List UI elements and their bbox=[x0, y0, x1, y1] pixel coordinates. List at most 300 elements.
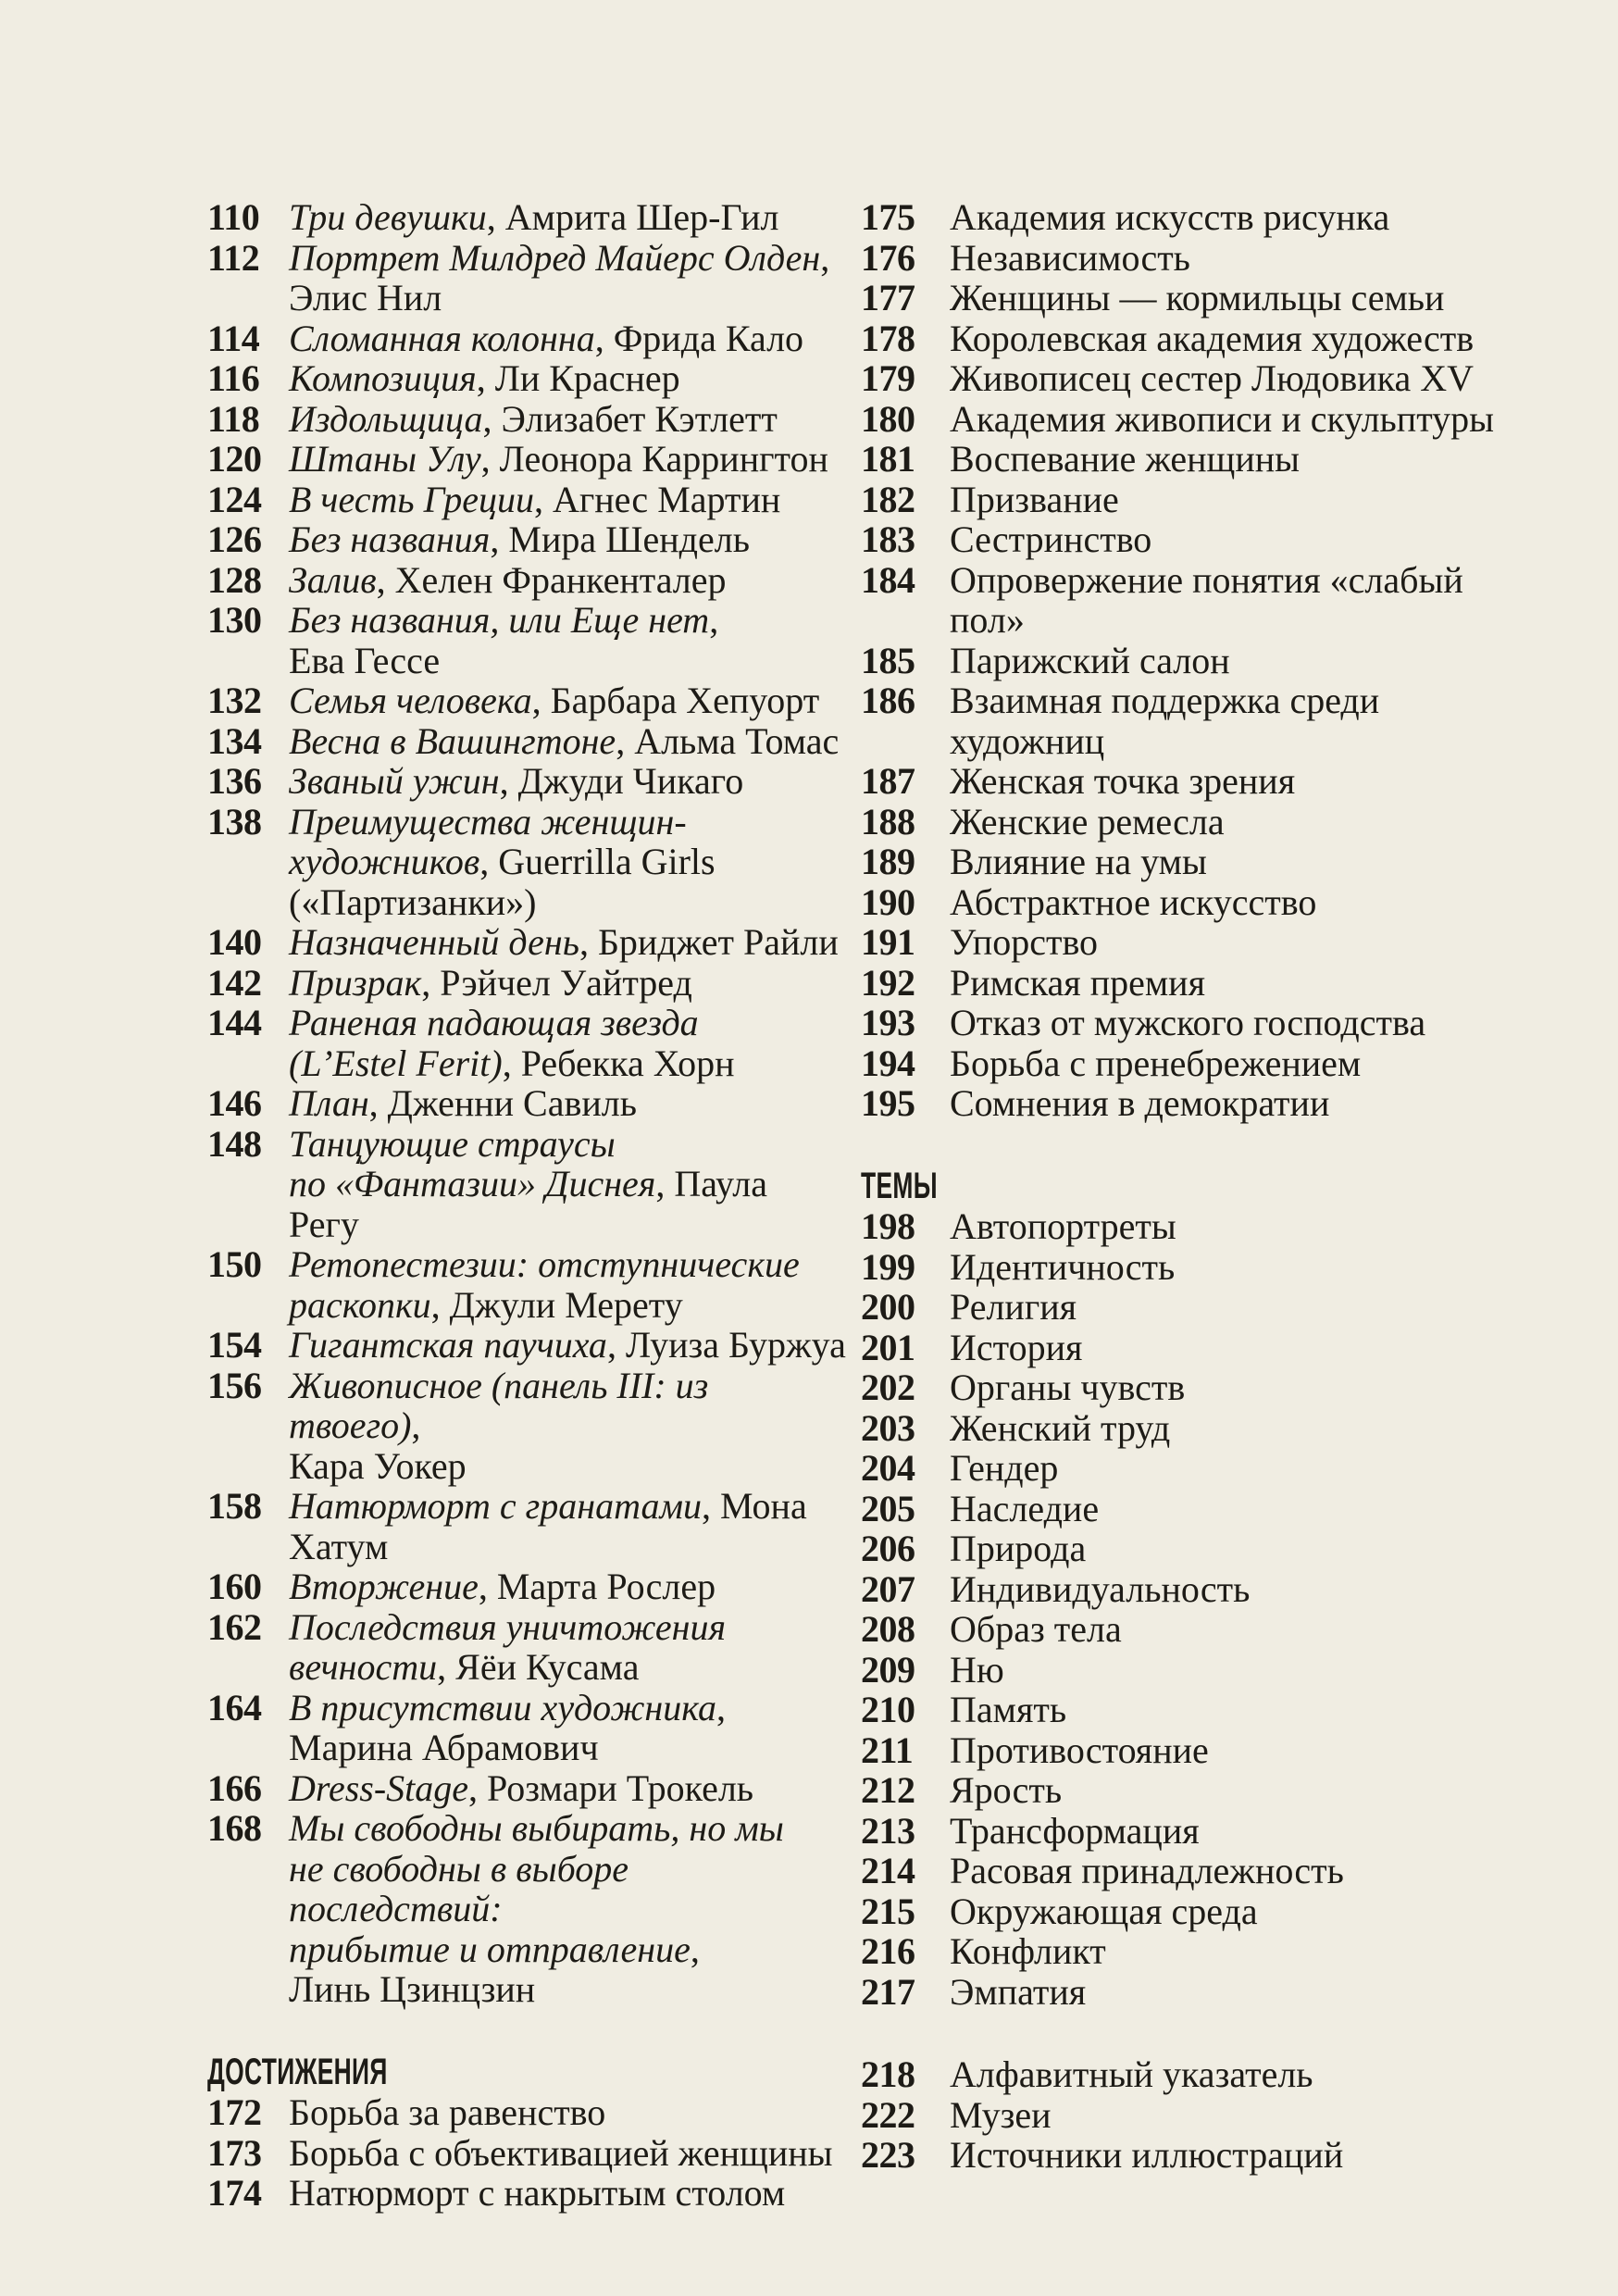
toc-entry bbox=[861, 1489, 1520, 1529]
toc-entry bbox=[861, 882, 1520, 923]
toc-entry bbox=[207, 963, 846, 1004]
entry-text-segment: , Дженни Савиль bbox=[368, 1082, 637, 1124]
work-title: не свободны в выборе последствий: bbox=[289, 1847, 629, 1929]
entry-text bbox=[950, 1770, 1520, 1811]
entry-text bbox=[950, 480, 1520, 520]
page-number: 148 bbox=[207, 1122, 262, 1165]
work-title: Последствия уничтожения bbox=[289, 1605, 727, 1648]
entry-text-segment: Воспевание женщины bbox=[950, 438, 1301, 480]
entry-text bbox=[289, 963, 846, 1004]
toc-entry bbox=[207, 1688, 846, 1768]
page-number: 198 bbox=[861, 1205, 915, 1247]
entry-text-segment: Индивидуальность bbox=[950, 1567, 1251, 1610]
page-number: 192 bbox=[861, 961, 915, 1004]
entry-text bbox=[289, 2092, 846, 2133]
entry-text bbox=[289, 1688, 846, 1768]
toc-entry bbox=[861, 399, 1520, 440]
page-number: 212 bbox=[861, 1769, 915, 1811]
entry-text bbox=[289, 519, 846, 560]
entry-text bbox=[289, 1325, 846, 1366]
entry-text bbox=[289, 1486, 846, 1566]
page-number: 185 bbox=[861, 639, 915, 681]
page-number: 218 bbox=[861, 2053, 915, 2095]
entry-text bbox=[950, 963, 1520, 1004]
toc-entry-group bbox=[207, 197, 846, 2010]
page-number: 184 bbox=[861, 558, 915, 601]
page-number: 156 bbox=[207, 1364, 262, 1406]
page-number: 200 bbox=[861, 1286, 915, 1328]
toc-entry bbox=[207, 1124, 846, 1245]
page-number: 166 bbox=[207, 1766, 262, 1809]
page-number: 138 bbox=[207, 800, 262, 842]
page-number: 160 bbox=[207, 1566, 262, 1607]
entry-text bbox=[289, 439, 846, 480]
work-title: Вторжение bbox=[289, 1566, 479, 1607]
toc-entry bbox=[207, 358, 846, 399]
work-title: Танцующие страусы bbox=[289, 1122, 616, 1165]
entry-text bbox=[950, 1569, 1520, 1610]
page-number: 126 bbox=[207, 518, 262, 560]
entry-text bbox=[289, 1003, 846, 1083]
work-title: Весна в Вашингтоне bbox=[289, 719, 616, 762]
entry-text bbox=[950, 1083, 1520, 1124]
entry-text bbox=[289, 2133, 846, 2174]
toc-entry bbox=[861, 1247, 1520, 1288]
entry-text bbox=[950, 680, 1520, 761]
toc-entry bbox=[861, 1569, 1520, 1610]
entry-text-segment: , Агнес Мартин bbox=[533, 478, 781, 520]
entry-text-segment: Академия живописи и скульптуры bbox=[950, 397, 1495, 440]
page-number: 178 bbox=[861, 317, 915, 359]
entry-text bbox=[950, 1408, 1520, 1449]
entry-text-segment: Природа bbox=[950, 1528, 1087, 1569]
entry-text-segment: , Мира Шендель bbox=[490, 518, 750, 560]
toc-entry bbox=[207, 1366, 846, 1487]
entry-text-segment: Источники иллюстраций bbox=[950, 2134, 1344, 2176]
entry-text bbox=[289, 1607, 846, 1688]
toc-entry bbox=[207, 560, 846, 601]
toc-entry bbox=[207, 439, 846, 480]
section-heading bbox=[207, 2053, 846, 2093]
toc-entry bbox=[861, 480, 1520, 520]
page-number: 132 bbox=[207, 680, 262, 721]
work-title: Гигантская паучиха bbox=[289, 1324, 607, 1366]
page-number: 118 bbox=[207, 397, 260, 440]
toc-entry bbox=[861, 1650, 1520, 1691]
entry-text-segment: Расовая принадлежность bbox=[950, 1850, 1344, 1891]
page-number: 190 bbox=[861, 880, 915, 923]
entry-text bbox=[289, 1244, 846, 1325]
entry-text-segment: , Амрита Шер-Гил bbox=[486, 196, 779, 238]
work-title: Сломанная колонна bbox=[289, 317, 595, 359]
work-title: Преимущества женщин- bbox=[289, 800, 687, 842]
page-number: 130 bbox=[207, 599, 262, 641]
work-title: Живописное (панель III: из твоего) bbox=[289, 1364, 709, 1446]
entry-text bbox=[950, 560, 1520, 641]
entry-text-segment: Борьба с пренебрежением bbox=[950, 1042, 1362, 1084]
entry-text-segment: , bbox=[411, 1404, 421, 1446]
toc-entry bbox=[207, 2133, 846, 2174]
page-number: 172 bbox=[207, 2091, 262, 2133]
entry-text bbox=[950, 1003, 1520, 1043]
entry-text-segment: Память bbox=[950, 1689, 1067, 1730]
section-heading bbox=[861, 1167, 1520, 1207]
toc-entry-group bbox=[861, 2054, 1520, 2176]
entry-text-segment: Отказ от мужского господства bbox=[950, 1002, 1426, 1043]
page-number: 114 bbox=[207, 317, 260, 359]
entry-text-segment: Ярость bbox=[950, 1769, 1063, 1811]
section-heading-label: ТЕМЫ bbox=[861, 1165, 938, 1206]
entry-text-segment: , Guerrilla Girls bbox=[479, 841, 716, 882]
entry-text-segment: , Барбара Хепуорт bbox=[531, 680, 820, 721]
work-title: В присутствии художника bbox=[289, 1686, 716, 1728]
entry-text-segment: Женский труд bbox=[950, 1406, 1171, 1449]
toc-entry bbox=[861, 963, 1520, 1004]
entry-text-segment: , Леонора Каррингтон bbox=[480, 438, 828, 480]
entry-text-segment: Взаимная поддержка среди художниц bbox=[950, 680, 1380, 762]
page-number: 112 bbox=[207, 236, 260, 279]
entry-text bbox=[289, 1768, 846, 1809]
toc-entry bbox=[861, 1206, 1520, 1247]
entry-text-segment: Женские ремесла bbox=[950, 800, 1225, 842]
toc-entry bbox=[861, 197, 1520, 238]
entry-text-segment: , Ребекка Хорн bbox=[502, 1042, 735, 1084]
entry-text bbox=[289, 560, 846, 601]
toc-entry bbox=[207, 761, 846, 802]
toc-entry bbox=[207, 1607, 846, 1688]
page-number: 207 bbox=[861, 1567, 915, 1610]
entry-text-segment: Сестринство bbox=[950, 518, 1152, 560]
entry-text-segment: , Джули Мерету bbox=[430, 1283, 683, 1326]
toc-entry bbox=[861, 1003, 1520, 1043]
toc-entry bbox=[861, 1730, 1520, 1771]
page-number: 183 bbox=[861, 518, 915, 560]
entry-text-segment: Академия искусств рисунка bbox=[950, 196, 1390, 238]
entry-text-segment: Независимость bbox=[950, 236, 1190, 279]
work-title: Штаны Улу bbox=[289, 438, 481, 480]
page-number: 174 bbox=[207, 2172, 262, 2214]
page-number: 188 bbox=[861, 800, 915, 842]
work-title: В честь Греции bbox=[289, 478, 534, 520]
page-number: 182 bbox=[861, 478, 915, 520]
toc-entry bbox=[861, 1529, 1520, 1569]
entry-text-segment: Сомнения в демократии bbox=[950, 1082, 1330, 1124]
toc-entry bbox=[207, 399, 846, 440]
entry-text bbox=[950, 1811, 1520, 1852]
toc-entry bbox=[861, 680, 1520, 761]
toc-entry bbox=[207, 1768, 846, 1809]
work-title: Без названия bbox=[289, 518, 491, 560]
entry-text bbox=[950, 1972, 1520, 2013]
toc-entry bbox=[861, 1690, 1520, 1730]
entry-text-segment: Гендер bbox=[950, 1447, 1059, 1489]
toc-entry bbox=[861, 2095, 1520, 2136]
work-title: Без названия, или Еще нет bbox=[289, 599, 710, 641]
entry-text bbox=[950, 882, 1520, 923]
toc-entry bbox=[207, 238, 846, 318]
entry-text-segment: , Хелен Франкенталер bbox=[376, 558, 727, 601]
entry-text-segment: Линь Цзинцзин bbox=[289, 1968, 536, 2010]
entry-text bbox=[950, 641, 1520, 681]
work-title: вечности bbox=[289, 1646, 438, 1688]
entry-text-segment: Кара Уокер bbox=[289, 1444, 467, 1487]
toc-column-left bbox=[207, 197, 846, 2214]
entry-text-segment: Музеи bbox=[950, 2093, 1052, 2136]
entry-text bbox=[950, 2054, 1520, 2095]
page-number: 144 bbox=[207, 1002, 262, 1043]
work-title: Званый ужин bbox=[289, 760, 500, 802]
toc-entry bbox=[207, 922, 846, 963]
entry-text-segment: Призвание bbox=[950, 478, 1119, 520]
work-title: Залив bbox=[289, 558, 377, 601]
entry-text-segment: Конфликт bbox=[950, 1930, 1106, 1972]
entry-text bbox=[289, 922, 846, 963]
entry-text-segment: Парижский салон bbox=[950, 639, 1230, 681]
toc-entry-group bbox=[861, 197, 1520, 1124]
entry-text bbox=[950, 399, 1520, 440]
page-number: 154 bbox=[207, 1324, 262, 1366]
entry-text-segment: , bbox=[820, 236, 830, 279]
entry-text-segment: Алфавитный указатель bbox=[950, 2053, 1313, 2095]
toc-entry bbox=[207, 1486, 846, 1566]
toc-entry bbox=[207, 2173, 846, 2214]
page-number: 180 bbox=[861, 397, 915, 440]
toc-entry-group bbox=[861, 1206, 1520, 2012]
toc-entry bbox=[861, 1367, 1520, 1408]
work-title: Ретопестезии: отступнические bbox=[289, 1243, 800, 1285]
entry-text-segment: Образ тела bbox=[950, 1608, 1122, 1650]
page-number: 209 bbox=[861, 1648, 915, 1691]
entry-text bbox=[289, 358, 846, 399]
page-number: 206 bbox=[861, 1528, 915, 1569]
page-number: 186 bbox=[861, 680, 915, 721]
toc-entry bbox=[861, 1770, 1520, 1811]
toc-entry bbox=[861, 318, 1520, 359]
toc-entry bbox=[207, 2092, 846, 2133]
entry-text-segment: Римская премия bbox=[950, 961, 1205, 1004]
page-number: 223 bbox=[861, 2134, 915, 2176]
toc-entry bbox=[861, 922, 1520, 963]
toc-entry bbox=[207, 519, 846, 560]
entry-text-segment: («Партизанки») bbox=[289, 880, 537, 923]
toc-entry bbox=[861, 1408, 1520, 1449]
entry-text bbox=[950, 358, 1520, 399]
page-number: 208 bbox=[861, 1608, 915, 1650]
page-number: 134 bbox=[207, 719, 262, 762]
entry-text-segment: Противостояние bbox=[950, 1728, 1209, 1771]
toc-entry bbox=[207, 1083, 846, 1124]
entry-text bbox=[950, 1448, 1520, 1489]
toc-entry-group bbox=[207, 2092, 846, 2214]
entry-text bbox=[950, 318, 1520, 359]
entry-text-segment: , Фрида Кало bbox=[594, 317, 804, 359]
work-title: Призрак bbox=[289, 961, 422, 1004]
entry-text-segment: , bbox=[709, 599, 719, 641]
page-number: 116 bbox=[207, 357, 260, 399]
page-number: 120 bbox=[207, 438, 262, 480]
entry-text bbox=[950, 802, 1520, 842]
page-number: 175 bbox=[861, 196, 915, 238]
work-title: по «Фантазии» Диснея bbox=[289, 1163, 656, 1204]
toc-entry bbox=[207, 1566, 846, 1607]
page-number: 222 bbox=[861, 2093, 915, 2136]
page-number: 215 bbox=[861, 1890, 915, 1932]
toc-entry bbox=[207, 721, 846, 762]
entry-text bbox=[950, 2095, 1520, 2136]
toc-entry bbox=[861, 1891, 1520, 1932]
page-number: 202 bbox=[861, 1366, 915, 1408]
page-number: 176 bbox=[861, 236, 915, 279]
entry-text-segment: Упорство bbox=[950, 921, 1099, 963]
toc-entry bbox=[861, 761, 1520, 802]
entry-text bbox=[950, 197, 1520, 238]
work-title: Натюрморт с гранатами bbox=[289, 1485, 702, 1527]
work-title: План bbox=[289, 1082, 369, 1124]
toc-entry bbox=[861, 2054, 1520, 2095]
page-number: 181 bbox=[861, 438, 915, 480]
page-number: 194 bbox=[861, 1042, 915, 1084]
page-number: 124 bbox=[207, 478, 262, 520]
entry-text bbox=[289, 1083, 846, 1124]
entry-text-segment: Марина Абрамович bbox=[289, 1727, 599, 1768]
entry-text bbox=[289, 600, 846, 680]
entry-text-segment: Опровержение понятия «слабый пол» bbox=[950, 558, 1463, 641]
toc-entry bbox=[861, 802, 1520, 842]
entry-text bbox=[950, 1287, 1520, 1328]
entry-text-segment: Женщины — кормильцы семьи bbox=[950, 277, 1445, 318]
entry-text-segment: Хатум bbox=[289, 1525, 389, 1567]
page-number: 140 bbox=[207, 921, 262, 963]
page-number: 142 bbox=[207, 961, 262, 1004]
entry-text-segment: , Рэйчел Уайтред bbox=[421, 961, 692, 1004]
toc-entry bbox=[861, 560, 1520, 641]
page-number: 203 bbox=[861, 1406, 915, 1449]
toc-entry bbox=[861, 1609, 1520, 1650]
work-title: Издольщица bbox=[289, 397, 483, 440]
page-number: 213 bbox=[861, 1809, 915, 1852]
toc-entry bbox=[207, 1325, 846, 1366]
entry-text-segment: Борьба за равенство bbox=[289, 2091, 606, 2133]
entry-text bbox=[950, 1489, 1520, 1529]
page-number: 210 bbox=[861, 1689, 915, 1730]
toc-entry bbox=[207, 197, 846, 238]
entry-text-segment: , Луиза Буржуа bbox=[606, 1324, 846, 1366]
entry-text-segment: Эмпатия bbox=[950, 1970, 1087, 2013]
toc-entry bbox=[861, 439, 1520, 480]
entry-text-segment: Органы чувств bbox=[950, 1366, 1186, 1408]
entry-text-segment: Борьба с объективацией женщины bbox=[289, 2131, 833, 2174]
entry-text-segment: , bbox=[690, 1928, 700, 1970]
entry-text-segment: , Паула Регу bbox=[289, 1163, 767, 1245]
entry-text bbox=[950, 1328, 1520, 1368]
entry-text bbox=[950, 238, 1520, 279]
toc-entry bbox=[861, 1083, 1520, 1124]
page-number: 162 bbox=[207, 1605, 262, 1648]
page-number: 177 bbox=[861, 277, 915, 318]
toc-entry bbox=[207, 680, 846, 721]
work-title: Портрет Милдред Майерс Олден bbox=[289, 236, 821, 279]
entry-text bbox=[950, 1891, 1520, 1932]
entry-text-segment: , Ли Краснер bbox=[476, 357, 680, 399]
page-number: 214 bbox=[861, 1850, 915, 1891]
toc-column-right bbox=[861, 197, 1520, 2176]
entry-text-segment: Влияние на умы bbox=[950, 841, 1207, 882]
entry-text bbox=[950, 1931, 1520, 1972]
toc-entry bbox=[861, 641, 1520, 681]
section-heading-label: ДОСТИЖЕНИЯ bbox=[207, 2051, 388, 2092]
work-title: Три девушки bbox=[289, 196, 487, 238]
entry-text bbox=[950, 1650, 1520, 1691]
page-number: 173 bbox=[207, 2131, 262, 2174]
toc-entry bbox=[861, 1811, 1520, 1852]
entry-text bbox=[289, 802, 846, 923]
page-number: 158 bbox=[207, 1485, 262, 1527]
entry-text bbox=[950, 519, 1520, 560]
entry-text-segment: , Яёи Кусама bbox=[437, 1646, 640, 1688]
work-title: Назначенный день bbox=[289, 921, 579, 963]
toc-entry bbox=[861, 358, 1520, 399]
page-number: 128 bbox=[207, 558, 262, 601]
entry-text-segment: , Розмари Трокель bbox=[468, 1766, 754, 1809]
toc-entry bbox=[861, 238, 1520, 279]
entry-text bbox=[289, 1124, 846, 1245]
page-number: 201 bbox=[861, 1326, 915, 1368]
entry-text-segment: , Элизабет Кэтлетт bbox=[482, 397, 778, 440]
entry-text-segment: Ева Гессе bbox=[289, 639, 441, 681]
page-number: 216 bbox=[861, 1930, 915, 1972]
toc-entry bbox=[207, 1003, 846, 1083]
toc-entry bbox=[207, 600, 846, 680]
entry-text bbox=[950, 1043, 1520, 1084]
toc-entry bbox=[861, 1328, 1520, 1368]
page-number: 110 bbox=[207, 196, 260, 238]
entry-text-segment: Натюрморт с накрытым столом bbox=[289, 2172, 786, 2214]
work-title: (L’Estel Ferit) bbox=[289, 1042, 503, 1084]
work-title: Мы свободны выбирать, но мы bbox=[289, 1807, 784, 1849]
toc-entry bbox=[861, 842, 1520, 882]
page-number: 193 bbox=[861, 1002, 915, 1043]
entry-text bbox=[289, 318, 846, 359]
entry-text-segment: Ню bbox=[950, 1648, 1004, 1691]
entry-text bbox=[950, 922, 1520, 963]
work-title: прибытие и отправление bbox=[289, 1928, 691, 1970]
page-number: 205 bbox=[861, 1487, 915, 1529]
entry-text bbox=[950, 1609, 1520, 1650]
page-number: 146 bbox=[207, 1082, 262, 1124]
entry-text bbox=[950, 278, 1520, 318]
entry-text-segment: , Марта Рослер bbox=[478, 1566, 716, 1607]
work-title: художников bbox=[289, 841, 480, 882]
page-number: 199 bbox=[861, 1245, 915, 1288]
entry-text bbox=[289, 238, 846, 318]
page-number: 191 bbox=[861, 921, 915, 963]
entry-text bbox=[950, 1851, 1520, 1891]
page-number: 217 bbox=[861, 1970, 915, 2013]
work-title: Раненая падающая звезда bbox=[289, 1002, 699, 1043]
page-number: 187 bbox=[861, 760, 915, 802]
entry-text bbox=[950, 761, 1520, 802]
entry-text bbox=[289, 399, 846, 440]
entry-text-segment: Элис Нил bbox=[289, 277, 442, 318]
toc-entry bbox=[861, 1851, 1520, 1891]
page-number: 136 bbox=[207, 760, 262, 802]
toc-entry bbox=[207, 1808, 846, 2010]
work-title: Семья человека bbox=[289, 680, 532, 721]
entry-text bbox=[289, 1366, 846, 1487]
entry-text-segment: Трансформация bbox=[950, 1809, 1200, 1852]
toc-entry bbox=[207, 480, 846, 520]
toc-entry bbox=[861, 1287, 1520, 1328]
